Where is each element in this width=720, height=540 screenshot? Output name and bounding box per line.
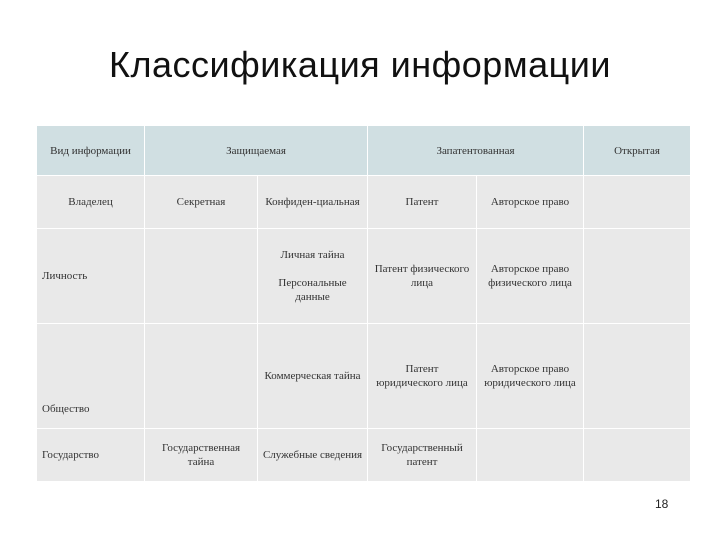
cell-patent: Патент физического лица — [368, 229, 477, 324]
cell-owner: Общество — [37, 324, 145, 429]
cell-secret: Секретная — [145, 176, 258, 229]
cell-copyright: Авторское право юридического лица — [477, 324, 584, 429]
cell-patent: Патент юридического лица — [368, 324, 477, 429]
cell-confidential: Коммерческая тайна — [258, 324, 368, 429]
table-row — [37, 229, 691, 324]
cell-owner: Владелец — [37, 176, 145, 229]
table-row — [37, 429, 691, 482]
header-protected: Защищаемая — [145, 126, 368, 176]
cell-open — [584, 429, 691, 482]
cell-secret: Государственная тайна — [145, 429, 258, 482]
cell-copyright: Авторское право — [477, 176, 584, 229]
table-row — [37, 176, 691, 229]
cell-open — [584, 176, 691, 229]
cell-owner: Личность — [37, 229, 145, 324]
cell-confidential: Служебные сведения — [258, 429, 368, 482]
cell-patent: Патент — [368, 176, 477, 229]
table-header-row — [37, 126, 691, 176]
cell-confidential — [258, 229, 368, 324]
cell-patent: Государственный патент — [368, 429, 477, 482]
cell-copyright: Авторское право физического лица — [477, 229, 584, 324]
cell-owner: Государство — [37, 429, 145, 482]
confidential-personal-secret: Личная тайна — [280, 249, 345, 261]
confidential-personal-data: Персональные данные — [278, 277, 347, 303]
table-row — [37, 324, 691, 429]
header-patented: Запатентованная — [368, 126, 584, 176]
cell-copyright — [477, 429, 584, 482]
cell-secret — [145, 229, 258, 324]
classification-table — [36, 125, 691, 482]
cell-secret — [145, 324, 258, 429]
cell-open — [584, 324, 691, 429]
cell-open — [584, 229, 691, 324]
cell-confidential: Конфиден-циальная — [258, 176, 368, 229]
page-number: 18 — [655, 497, 669, 511]
header-type: Вид информации — [37, 126, 145, 176]
header-open: Открытая — [584, 126, 691, 176]
slide-title: Классификация информации — [109, 44, 611, 85]
